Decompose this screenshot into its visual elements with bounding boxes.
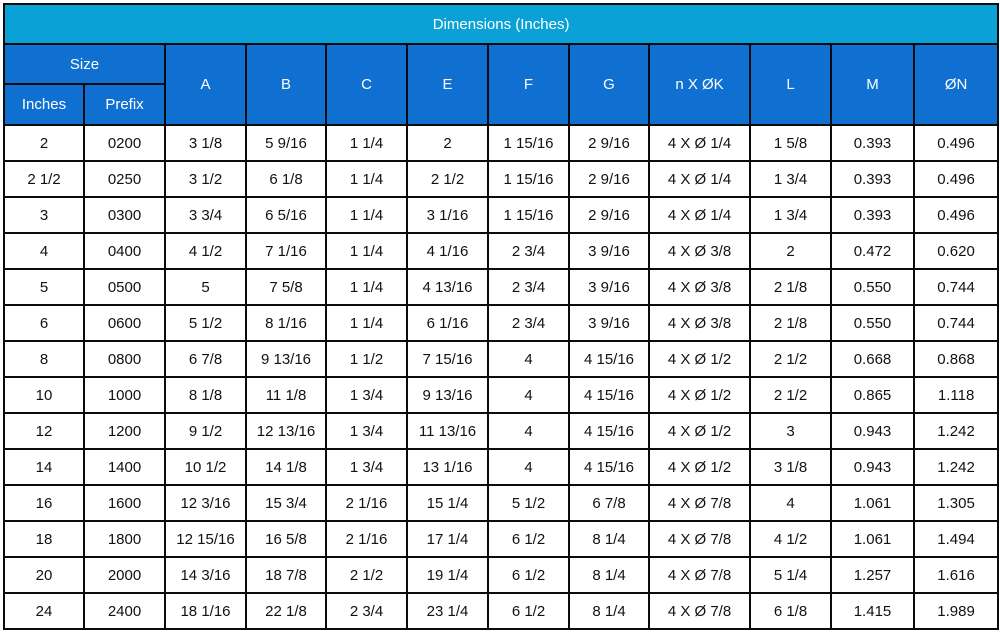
table-cell: 4 15/16	[569, 341, 649, 377]
table-cell: 2 9/16	[569, 125, 649, 161]
table-cell: 4 X Ø 7/8	[649, 557, 750, 593]
table-cell: 1400	[84, 449, 165, 485]
table-cell: 6 7/8	[569, 485, 649, 521]
table-cell: 1600	[84, 485, 165, 521]
table-cell: 12 13/16	[246, 413, 326, 449]
table-cell: 1 1/4	[326, 161, 407, 197]
table-cell: 5 1/2	[165, 305, 246, 341]
table-cell: 6	[4, 305, 84, 341]
table-cell: 22 1/8	[246, 593, 326, 629]
table-body	[4, 125, 998, 629]
table-cell: 0.496	[914, 161, 998, 197]
table-cell: 0500	[84, 269, 165, 305]
table-cell: 6 1/16	[407, 305, 488, 341]
table-cell: 0.865	[831, 377, 914, 413]
table-cell: 4 X Ø 3/8	[649, 269, 750, 305]
table-cell: 0.744	[914, 305, 998, 341]
table-cell: 4	[4, 233, 84, 269]
table-cell: 2	[750, 233, 831, 269]
table-cell: 8 1/4	[569, 521, 649, 557]
column-header-f: F	[488, 44, 569, 125]
table-cell: 4	[750, 485, 831, 521]
table-cell: 4 13/16	[407, 269, 488, 305]
table-row	[4, 377, 998, 413]
table-cell: 4 15/16	[569, 449, 649, 485]
column-header-l: L	[750, 44, 831, 125]
table-cell: 4 X Ø 1/2	[649, 449, 750, 485]
column-header-prefix: Prefix	[84, 84, 165, 125]
table-cell: 5	[165, 269, 246, 305]
table-cell: 1.415	[831, 593, 914, 629]
table-cell: 9 1/2	[165, 413, 246, 449]
table-cell: 1.118	[914, 377, 998, 413]
table-cell: 3 9/16	[569, 269, 649, 305]
table-cell: 14 1/8	[246, 449, 326, 485]
table-cell: 1 3/4	[750, 197, 831, 233]
column-header-n-diameter: ØN	[914, 44, 998, 125]
table-cell: 23 1/4	[407, 593, 488, 629]
table-cell: 12 3/16	[165, 485, 246, 521]
table-cell: 6 5/16	[246, 197, 326, 233]
table-cell: 2 3/4	[488, 305, 569, 341]
table-cell: 2 3/4	[488, 233, 569, 269]
column-header-c: C	[326, 44, 407, 125]
column-header-g: G	[569, 44, 649, 125]
table-cell: 6 7/8	[165, 341, 246, 377]
column-header-bolt-holes: n X ØK	[649, 44, 750, 125]
table-cell: 1.616	[914, 557, 998, 593]
table-cell: 1.242	[914, 413, 998, 449]
table-cell: 7 5/8	[246, 269, 326, 305]
table-cell: 0600	[84, 305, 165, 341]
table-cell: 1.494	[914, 521, 998, 557]
table-cell: 24	[4, 593, 84, 629]
table-cell: 12	[4, 413, 84, 449]
table-cell: 2 1/16	[326, 485, 407, 521]
table-cell: 0250	[84, 161, 165, 197]
table-cell: 6 1/2	[488, 557, 569, 593]
table-cell: 0.868	[914, 341, 998, 377]
table-cell: 5	[4, 269, 84, 305]
table-cell: 1.989	[914, 593, 998, 629]
table-cell: 4 X Ø 1/2	[649, 377, 750, 413]
table-cell: 4	[488, 377, 569, 413]
table-cell: 14	[4, 449, 84, 485]
table-cell: 19 1/4	[407, 557, 488, 593]
table-cell: 18 7/8	[246, 557, 326, 593]
table-cell: 0.496	[914, 197, 998, 233]
table-cell: 2 1/2	[407, 161, 488, 197]
table-cell: 2400	[84, 593, 165, 629]
table-cell: 0.550	[831, 269, 914, 305]
table-cell: 9 13/16	[246, 341, 326, 377]
table-cell: 11 13/16	[407, 413, 488, 449]
table-cell: 0.943	[831, 449, 914, 485]
table-cell: 4 X Ø 1/4	[649, 197, 750, 233]
table-row	[4, 521, 998, 557]
table-cell: 2 1/8	[750, 269, 831, 305]
table-cell: 0.744	[914, 269, 998, 305]
table-cell: 2 9/16	[569, 161, 649, 197]
table-cell: 4 1/16	[407, 233, 488, 269]
table-cell: 18 1/16	[165, 593, 246, 629]
table-cell: 4 X Ø 3/8	[649, 233, 750, 269]
table-cell: 3 1/8	[750, 449, 831, 485]
table-cell: 0.393	[831, 125, 914, 161]
table-cell: 5 1/4	[750, 557, 831, 593]
table-cell: 0400	[84, 233, 165, 269]
table-cell: 2 1/16	[326, 521, 407, 557]
table-cell: 2000	[84, 557, 165, 593]
table-title: Dimensions (Inches)	[4, 4, 998, 44]
table-cell: 2 3/4	[326, 593, 407, 629]
table-cell: 1800	[84, 521, 165, 557]
table-cell: 0200	[84, 125, 165, 161]
table-cell: 16 5/8	[246, 521, 326, 557]
table-row	[4, 233, 998, 269]
column-header-b: B	[246, 44, 326, 125]
table-cell: 4 15/16	[569, 377, 649, 413]
table-cell: 7 15/16	[407, 341, 488, 377]
table-row	[4, 269, 998, 305]
table-row	[4, 161, 998, 197]
table-cell: 4 X Ø 7/8	[649, 485, 750, 521]
table-cell: 1000	[84, 377, 165, 413]
table-cell: 3 1/2	[165, 161, 246, 197]
table-cell: 2	[4, 125, 84, 161]
table-cell: 0.620	[914, 233, 998, 269]
table-cell: 4	[488, 449, 569, 485]
table-cell: 1 1/4	[326, 197, 407, 233]
table-cell: 9 13/16	[407, 377, 488, 413]
table-cell: 5 9/16	[246, 125, 326, 161]
table-cell: 3 1/16	[407, 197, 488, 233]
column-header-a: A	[165, 44, 246, 125]
table-cell: 0.472	[831, 233, 914, 269]
dimensions-table-container	[3, 3, 997, 633]
table-cell: 1 3/4	[326, 377, 407, 413]
table-cell: 17 1/4	[407, 521, 488, 557]
table-cell: 2 1/2	[750, 341, 831, 377]
table-cell: 1 1/4	[326, 269, 407, 305]
table-cell: 20	[4, 557, 84, 593]
table-cell: 1 15/16	[488, 197, 569, 233]
table-cell: 3	[750, 413, 831, 449]
table-cell: 3 3/4	[165, 197, 246, 233]
table-cell: 4 1/2	[750, 521, 831, 557]
table-row	[4, 197, 998, 233]
table-cell: 1.061	[831, 521, 914, 557]
table-cell: 4 1/2	[165, 233, 246, 269]
column-header-inches: Inches	[4, 84, 84, 125]
table-row	[4, 305, 998, 341]
table-cell: 4 X Ø 1/4	[649, 125, 750, 161]
table-cell: 6 1/8	[750, 593, 831, 629]
table-cell: 2 1/2	[4, 161, 84, 197]
table-cell: 1.242	[914, 449, 998, 485]
table-cell: 13 1/16	[407, 449, 488, 485]
table-cell: 2	[407, 125, 488, 161]
table-cell: 1.305	[914, 485, 998, 521]
table-row	[4, 125, 998, 161]
table-cell: 1 3/4	[750, 161, 831, 197]
table-cell: 4 X Ø 1/2	[649, 413, 750, 449]
table-cell: 6 1/2	[488, 593, 569, 629]
table-cell: 1.061	[831, 485, 914, 521]
table-cell: 4	[488, 341, 569, 377]
table-cell: 1 15/16	[488, 125, 569, 161]
table-row	[4, 557, 998, 593]
table-cell: 0800	[84, 341, 165, 377]
table-cell: 10	[4, 377, 84, 413]
table-cell: 12 15/16	[165, 521, 246, 557]
table-cell: 3	[4, 197, 84, 233]
table-cell: 14 3/16	[165, 557, 246, 593]
table-cell: 8	[4, 341, 84, 377]
table-cell: 8 1/8	[165, 377, 246, 413]
table-cell: 1 1/2	[326, 341, 407, 377]
table-cell: 0.393	[831, 161, 914, 197]
table-cell: 4 X Ø 7/8	[649, 521, 750, 557]
table-cell: 4	[488, 413, 569, 449]
table-cell: 2 9/16	[569, 197, 649, 233]
table-cell: 1200	[84, 413, 165, 449]
table-cell: 2 1/8	[750, 305, 831, 341]
table-cell: 0.550	[831, 305, 914, 341]
table-cell: 4 X Ø 1/2	[649, 341, 750, 377]
table-cell: 8 1/4	[569, 557, 649, 593]
table-cell: 1 1/4	[326, 305, 407, 341]
table-row	[4, 413, 998, 449]
table-cell: 5 1/2	[488, 485, 569, 521]
table-cell: 15 1/4	[407, 485, 488, 521]
table-cell: 18	[4, 521, 84, 557]
table-row	[4, 449, 998, 485]
table-cell: 4 15/16	[569, 413, 649, 449]
table-cell: 2 3/4	[488, 269, 569, 305]
column-header-e: E	[407, 44, 488, 125]
table-cell: 0.393	[831, 197, 914, 233]
table-cell: 0300	[84, 197, 165, 233]
table-cell: 4 X Ø 3/8	[649, 305, 750, 341]
dimensions-table	[3, 3, 999, 630]
table-cell: 3 9/16	[569, 233, 649, 269]
table-cell: 1 1/4	[326, 125, 407, 161]
table-cell: 8 1/4	[569, 593, 649, 629]
table-row	[4, 593, 998, 629]
table-cell: 15 3/4	[246, 485, 326, 521]
table-cell: 6 1/2	[488, 521, 569, 557]
table-cell: 11 1/8	[246, 377, 326, 413]
table-row	[4, 485, 998, 521]
table-cell: 2 1/2	[326, 557, 407, 593]
table-cell: 1 1/4	[326, 233, 407, 269]
table-cell: 0.668	[831, 341, 914, 377]
column-header-m: M	[831, 44, 914, 125]
table-row	[4, 341, 998, 377]
table-cell: 2 1/2	[750, 377, 831, 413]
table-cell: 3 9/16	[569, 305, 649, 341]
table-cell: 16	[4, 485, 84, 521]
table-cell: 4 X Ø 7/8	[649, 593, 750, 629]
table-cell: 1 3/4	[326, 449, 407, 485]
table-cell: 3 1/8	[165, 125, 246, 161]
table-cell: 7 1/16	[246, 233, 326, 269]
table-cell: 1.257	[831, 557, 914, 593]
table-cell: 1 15/16	[488, 161, 569, 197]
size-group-header: Size	[4, 44, 165, 84]
table-cell: 8 1/16	[246, 305, 326, 341]
table-cell: 10 1/2	[165, 449, 246, 485]
table-cell: 6 1/8	[246, 161, 326, 197]
table-cell: 0.943	[831, 413, 914, 449]
table-cell: 4 X Ø 1/4	[649, 161, 750, 197]
table-cell: 0.496	[914, 125, 998, 161]
table-cell: 1 5/8	[750, 125, 831, 161]
table-cell: 1 3/4	[326, 413, 407, 449]
